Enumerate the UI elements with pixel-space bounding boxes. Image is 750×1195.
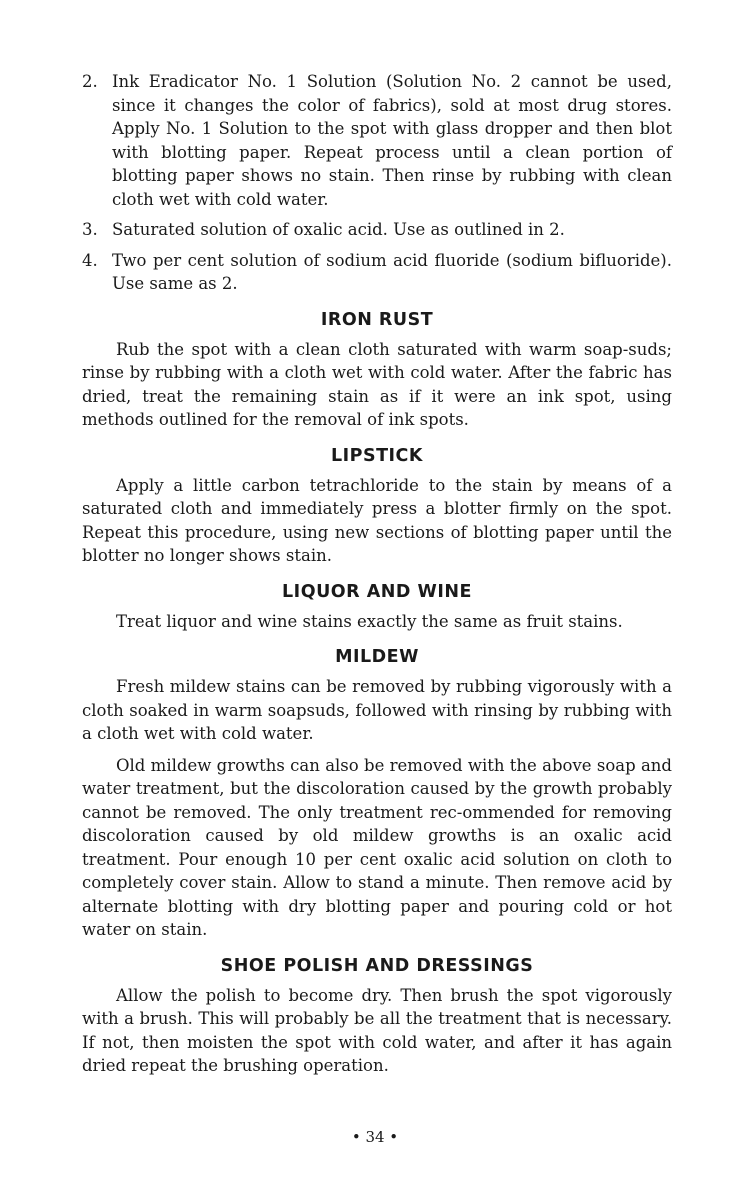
list-item: [82, 218, 672, 242]
list-item: [82, 70, 672, 211]
section-paragraph: Fresh mildew stains can be removed by rubbing vigorously with a cloth soaked in warm soapsuds, followed with rinsing by rubbing with a cloth wet with cold water.: [82, 677, 672, 743]
page-number: • 34 •: [351, 1128, 399, 1146]
section-heading: MILDEW: [335, 647, 419, 667]
section-paragraph: Rub the spot with a clean cloth saturated with warm soap-suds; rinse by rubbing with a cloth wet with cold water. After the fabric has dried, treat the remaining stain as if it were an ink spot, using methods outlined for the removal of ink spots.: [82, 339, 672, 429]
section-heading: LIPSTICK: [331, 445, 423, 466]
numbered-list: [82, 70, 672, 296]
section-heading: SHOE POLISH AND DRESSINGS: [220, 955, 534, 976]
list-number: 3.: [82, 220, 98, 239]
section-heading: LIQUOR AND WINE: [282, 581, 472, 602]
list-text: Ink Eradicator No. 1 Solution (Solution No. 2 cannot be used, since it changes the color of fabrics), sold at most drug stores. Apply No. 1 Solution to the spot with glass dropper and then blot with blotting paper. Repeat process until a clean portion of blotting paper shows no stain. Then rinse by rubbing with clean cloth wet with cold water.: [112, 72, 672, 209]
list-text: Two per cent solution of sodium acid fluoride (sodium bifluoride). Use same as 2.: [112, 250, 672, 293]
list-text: Saturated solution of oxalic acid. Use as outlined in 2.: [112, 220, 565, 239]
section-heading: IRON RUST: [320, 309, 434, 330]
list-number: 4.: [82, 250, 98, 270]
section-paragraph: Old mildew growths can also be removed with the above soap and water treatment, but the discoloration caused by the growth probably cannot be removed. The only treatment rec-ommended for removing discoloration caused by old mildew growths is an oxalic acid treatment. Pour enough 10 per cent oxalic acid solution on cloth to completely cover stain. Allow to stand a minute. Then remove acid by alternate blotting with dry blotting paper and pouring cold or hot water on stain.: [82, 755, 672, 939]
section-liquor-and-wine: [82, 582, 672, 634]
section-paragraph: Allow the polish to become dry. Then brush the spot vigorously with a brush. This will probably be all the treatment that is necessary. If not, then moisten the spot with cold water, and after it has again dried repeat the brushing operation.: [82, 985, 672, 1075]
section-lipstick: [82, 446, 672, 568]
section-iron-rust: [82, 310, 672, 432]
section-paragraph: Apply a little carbon tetrachloride to the stain by means of a saturated cloth and immediately press a blotter firmly on the spot. Repeat this procedure, using new sections of blotting paper until the blotter no longer shows stain.: [82, 475, 672, 565]
section-mildew: [82, 647, 672, 942]
list-item: [82, 249, 672, 296]
list-number: 2.: [82, 72, 98, 91]
section-shoe-polish: [82, 956, 672, 1078]
section-paragraph: Treat liquor and wine stains exactly the same as fruit stains.: [116, 611, 623, 631]
